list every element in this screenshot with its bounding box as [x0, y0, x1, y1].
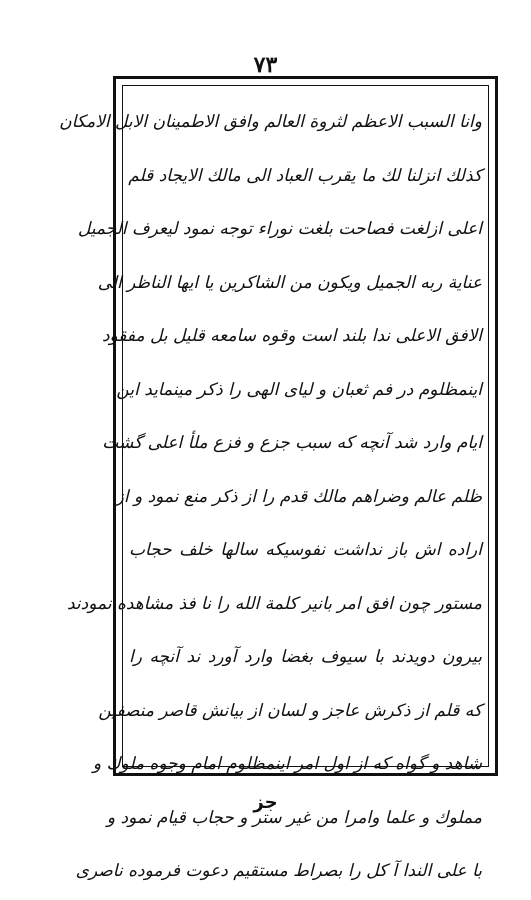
text-line-6: اينمظلوم در فم ثعبان و لياى الهى را ذكر مينمايد اين — [116, 379, 482, 400]
text-line-8: ظلم عالم وضراهم مالك قدم را از ذكر منع نمود و از — [115, 486, 482, 507]
inner-border — [59, 85, 489, 881]
catchword: جز — [253, 792, 278, 813]
text-line-2: كذلك انزلنا لك ما يقرب العباد الى مالك الايجاد قلم — [128, 165, 482, 186]
text-line-3: اعلى ازلغت فصاحت بلغت نوراء توجه نمود ليعرف الجميل — [77, 219, 482, 239]
text-line-1: وانا السبب الاعظم لثروة العالم وافق الاطمينان الابل الامكان — [59, 112, 482, 132]
text-line-14: مملوك و علما وامرا من غير ستر و حجاب قيام نمود و — [106, 807, 482, 828]
text-line-4: عناية ربه الجميل ويكون من الشاكرين يا ايها الناظر الى — [97, 272, 482, 293]
text-line-9: اراده اش باز نداشت نفوسيكه سالها خلف حجاب — [129, 540, 482, 560]
page-number: ٧٣ — [253, 52, 278, 78]
text-line-12: كه قلم از ذكرش عاجز و لسان از بيانش قاصر منصفين — [98, 700, 482, 721]
text-line-15: با على الندا آ كل را بصراط مستقيم دعوت فرموده ناصرى — [75, 861, 482, 881]
text-line-13: شاهد و گواه كه از اول امر اينمظلوم امام وجوه ملوك و — [92, 754, 482, 774]
text-line-10: مستور چون افق امر بانير كلمة الله را نا فذ مشاهده نمودند — [66, 593, 482, 614]
text-line-11: بيرون دويدند با سيوف بغضا وارد آورد ند آنچه را — [129, 647, 482, 667]
page-border — [59, 76, 498, 881]
text-line-5: الافق الاعلى ندا بلند است وقوه سامعه قليل بل مفقود — [101, 326, 482, 346]
text-line-7: ايام وارد شد آنچه كه سبب جزع و فزع ملأ اعلى گشت — [102, 433, 482, 453]
manuscript-text-block — [59, 96, 482, 881]
